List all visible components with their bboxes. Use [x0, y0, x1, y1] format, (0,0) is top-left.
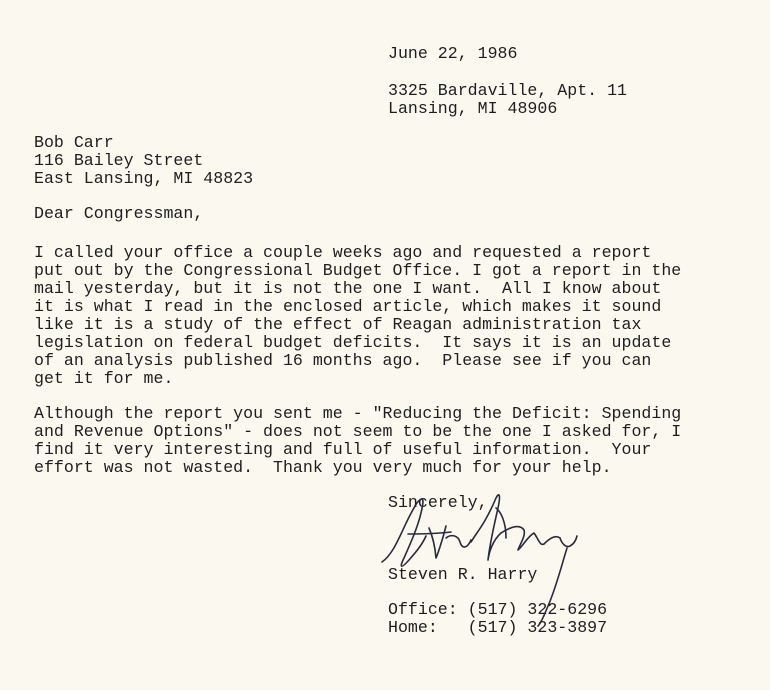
recipient-name: Bob Carr	[34, 133, 114, 152]
paragraph-1-line: legislation on federal budget deficits. It says it is an update	[34, 333, 672, 352]
letter-date	[388, 45, 517, 63]
paragraph-2-line: effort was not wasted. Thank you very much for your help.	[34, 458, 612, 477]
paragraph-1-line: of an analysis published 16 months ago. Please see if you can	[34, 351, 652, 370]
paragraph-2-line: and Revenue Options" - does not seem to be the one I asked for, I	[34, 422, 682, 441]
paragraph-1-line: like it is a study of the effect of Reagan administration tax	[34, 315, 642, 334]
paragraph-2-line: Although the report you sent me - "Reducing the Deficit: Spending	[34, 404, 682, 423]
body-paragraph-1	[34, 244, 681, 388]
sender-address	[388, 82, 627, 118]
office-phone: Office: (517) 322-6296	[388, 600, 608, 619]
home-phone: Home: (517) 323-3897	[388, 618, 608, 637]
salutation	[34, 205, 203, 223]
sender-address-street: 3325 Bardaville, Apt. 11	[388, 81, 627, 100]
recipient-street: 116 Bailey Street	[34, 151, 204, 170]
recipient-city: East Lansing, MI 48823	[34, 169, 254, 188]
signer-name	[388, 566, 537, 584]
paragraph-1-line: put out by the Congressional Budget Office. I got a report in the	[34, 261, 682, 280]
sender-address-city: Lansing, MI 48906	[388, 99, 558, 118]
paragraph-1-line: get it for me.	[34, 369, 174, 388]
paragraph-1-line: it is what I read in the enclosed article, which makes it sound	[34, 297, 662, 316]
signer-name-line: Steven R. Harry	[388, 565, 538, 584]
salutation-line: Dear Congressman,	[34, 204, 204, 223]
paragraph-1-line: I called your office a couple weeks ago and requested a report	[34, 243, 652, 262]
recipient-address	[34, 134, 253, 188]
paragraph-2-line: find it very interesting and full of useful information. Your	[34, 440, 652, 459]
phone-numbers	[388, 601, 607, 637]
date-line: June 22, 1986	[388, 44, 518, 63]
closing-line: Sincerely,	[388, 493, 488, 512]
body-paragraph-2	[34, 405, 681, 477]
paragraph-1-line: mail yesterday, but it is not the one I want. All I know about	[34, 279, 662, 298]
